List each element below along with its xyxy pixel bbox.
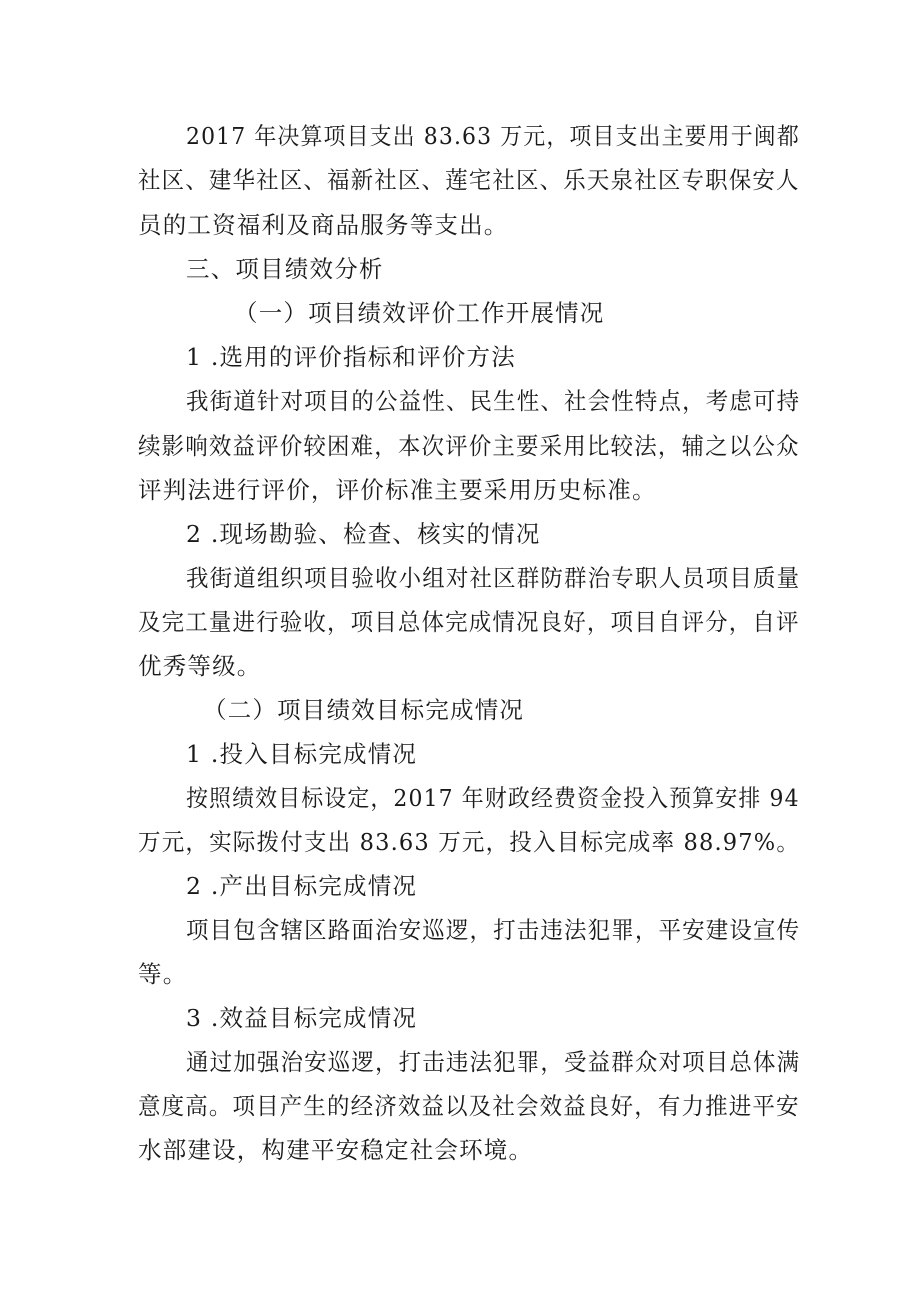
subsection-2-item-2-line-2: 等。 [138, 960, 188, 988]
subsection-2-heading: （二）项目绩效目标完成情况 [203, 696, 525, 724]
subsection-2-item-2-heading: 2 .产出目标完成情况 [186, 872, 418, 900]
paragraph-1-line-2: 社区、建华社区、福新社区、莲宅社区、乐天泉社区专职保安人 [138, 166, 800, 194]
subsection-2-item-3-line-1: 通过加强治安巡逻，打击违法犯罪，受益群众对项目总体满 [186, 1048, 801, 1076]
subsection-2-item-3-line-2: 意度高。项目产生的经济效益以及社会效益良好，有力推进平安 [138, 1092, 800, 1120]
subsection-1-item-1-line-2: 续影响效益评价较困难，本次评价主要采用比较法，辅之以公众 [138, 432, 800, 460]
subsection-1-heading: （一）项目绩效评价工作开展情况 [234, 299, 605, 327]
subsection-1-item-2-line-3: 优秀等级。 [138, 652, 262, 680]
subsection-1-item-1-heading: 1 .选用的评价指标和评价方法 [186, 343, 516, 371]
subsection-2-item-1-line-2: 万元，实际拨付支出 83.63 万元，投入目标完成率 88.97%。 [138, 828, 801, 856]
subsection-2-item-3-line-3: 水部建设，构建平安稳定社会环境。 [138, 1136, 534, 1164]
subsection-2-item-3-heading: 3 .效益目标完成情况 [186, 1004, 418, 1032]
subsection-1-item-2-line-1: 我街道组织项目验收小组对社区群防群治专职人员项目质量 [186, 564, 801, 592]
subsection-1-item-1-line-3: 评判法进行评价，评价标准主要采用历史标准。 [138, 476, 657, 504]
subsection-1-item-2-line-2: 及完工量进行验收，项目总体完成情况良好，项目自评分，自评 [138, 608, 800, 636]
subsection-1-item-1-line-1: 我街道针对项目的公益性、民生性、社会性特点，考虑可持 [186, 387, 801, 415]
subsection-1-item-2-heading: 2 .现场勘验、检查、核实的情况 [186, 520, 541, 548]
subsection-2-item-1-heading: 1 .投入目标完成情况 [186, 740, 418, 768]
section-3-heading: 三、项目绩效分析 [186, 255, 384, 283]
paragraph-1-line-3: 员的工资福利及商品服务等支出。 [138, 211, 509, 239]
subsection-2-item-1-line-1: 按照绩效目标设定，2017 年财政经费资金投入预算安排 94 [186, 784, 800, 812]
subsection-2-item-2-line-1: 项目包含辖区路面治安巡逻，打击违法犯罪，平安建设宣传 [186, 916, 801, 944]
paragraph-1-line-1: 2017 年决算项目支出 83.63 万元，项目支出主要用于闽都 [186, 122, 800, 150]
